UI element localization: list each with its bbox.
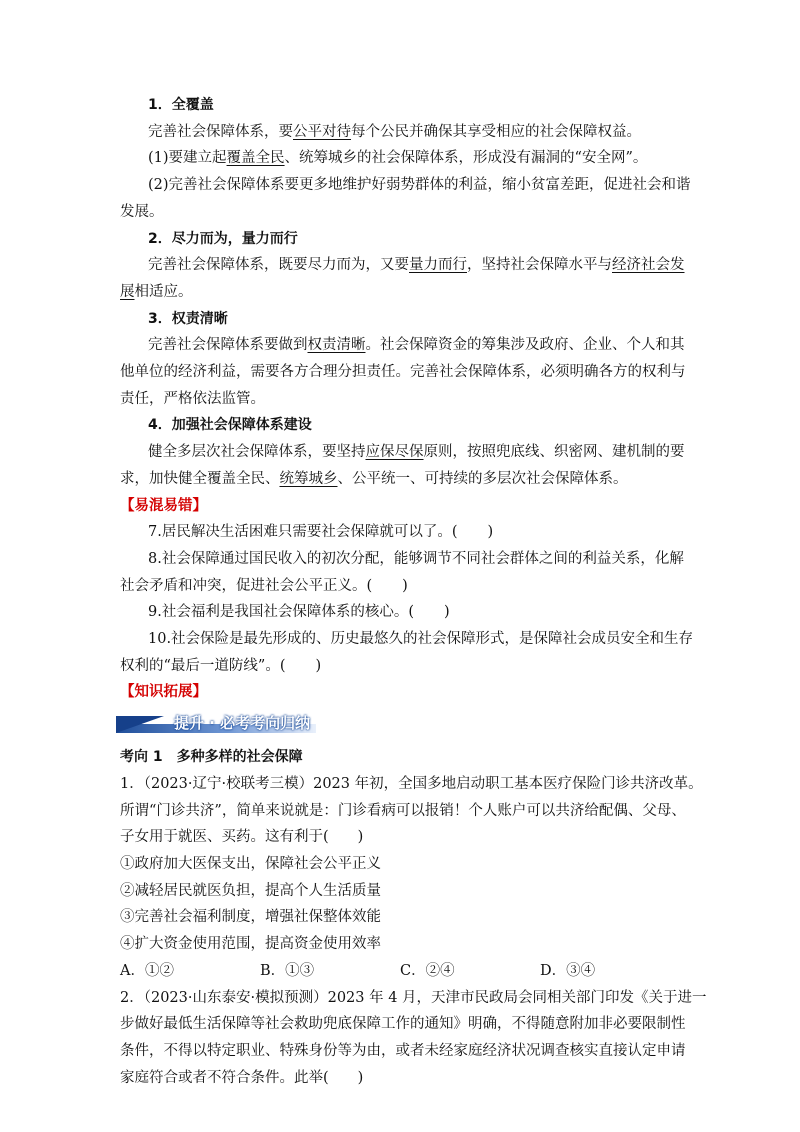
paragraph-continuation: 他单位的经济利益，需要各方合理分担责任。完善社会保障体系，必须明确各方的权利与 bbox=[120, 364, 686, 381]
question-1-stem: 子女用于就医、买药。这有利于( ) bbox=[120, 829, 364, 846]
paragraph: 完善社会保障体系，要公平对待每个公民并确保其享受相应的社会保障权益。 bbox=[148, 123, 641, 140]
section-heading-2: 2．尽力而为，量力而行 bbox=[148, 230, 298, 247]
question-2-stem: 步做好最低生活保障等社会救助兜底保障工作的通知》明确，不得随意附加非必要限制性 bbox=[120, 1016, 686, 1033]
direction-heading: 考向 1 多种多样的社会保障 bbox=[120, 749, 303, 766]
judgment-question-7: 7.居民解决生活困难只需要社会保障就可以了。( ) bbox=[148, 524, 494, 541]
key-term: 权责清晰 bbox=[307, 337, 366, 354]
statement-item: ①政府加大医保支出，保障社会公平正义 bbox=[120, 855, 381, 872]
banner-wedge bbox=[116, 716, 164, 733]
option-b: B．①③ bbox=[260, 962, 315, 979]
section-heading-3: 3．权责清晰 bbox=[148, 310, 228, 327]
paragraph: (1)要建立起覆盖全民、统筹城乡的社会保障体系，形成没有漏洞的“安全网”。 bbox=[148, 150, 648, 167]
paragraph-continuation: 求，加快健全覆盖全民、统筹城乡、公平统一、可持续的多层次社会保障体系。 bbox=[120, 470, 628, 487]
answer-options bbox=[120, 958, 690, 985]
question-1-stem: 1．（2023·辽宁·校联考三模）2023 年初，全国多地启动职工基本医疗保险门诊共济改革。 bbox=[120, 775, 703, 792]
key-term: 量力而行 bbox=[409, 257, 467, 274]
key-term: 公平对待 bbox=[293, 123, 351, 140]
option-a: A．①② bbox=[120, 962, 174, 979]
question-1-stem: 所谓“门诊共济”，简单来说就是：门诊看病可以报销！个人账户可以共济给配偶、父母、 bbox=[120, 802, 686, 819]
paragraph: 完善社会保障体系，既要尽力而为，又要量力而行，坚持社会保障水平与经济社会发 bbox=[148, 257, 685, 274]
question-2-stem: 2．（2023·山东泰安·模拟预测）2023 年 4 月，天津市民政局会同相关部门印发《关于进一 bbox=[120, 989, 707, 1006]
paragraph-continuation: 展相适应。 bbox=[120, 283, 193, 300]
banner-title: 提升 · 必考考向归纳 bbox=[174, 714, 311, 733]
confusion-heading: 【易混易错】 bbox=[120, 497, 207, 514]
paragraph: 健全多层次社会保障体系，要坚持应保尽保原则，按照兜底线、织密网、建机制的要 bbox=[148, 444, 685, 461]
question-2-stem: 家庭符合或者不符合条件。此举( ) bbox=[120, 1069, 364, 1086]
judgment-question-10: 10.社会保险是最先形成的、历史最悠久的社会保障形式，是保障社会成员安全和生存 bbox=[148, 631, 694, 648]
section-banner bbox=[116, 712, 316, 736]
paragraph: (2)完善社会保障体系要更多地维护好弱势群体的利益，缩小贫富差距，促进社会和谐 bbox=[148, 177, 691, 194]
section-heading-1: 1．全覆盖 bbox=[148, 97, 214, 113]
option-d: D．③④ bbox=[540, 962, 596, 979]
judgment-question-8: 8.社会保障通过国民收入的初次分配，能够调节不同社会群体之间的利益关系，化解 bbox=[148, 550, 684, 567]
judgment-question-9: 9.社会福利是我国社会保障体系的核心。( ) bbox=[148, 604, 450, 621]
question-2-stem: 条件，不得以特定职业、特殊身份等为由，或者未经家庭经济状况调查核实直接认定申请 bbox=[120, 1042, 686, 1059]
paragraph-continuation: 发展。 bbox=[120, 203, 164, 220]
expansion-heading: 【知识拓展】 bbox=[120, 684, 207, 701]
section-heading-4: 4．加强社会保障体系建设 bbox=[148, 417, 312, 434]
key-term: 展 bbox=[120, 283, 135, 300]
statement-item: ④扩大资金使用范围，提高资金使用效率 bbox=[120, 936, 381, 953]
judgment-question-10-cont: 权利的“最后一道防线”。( ) bbox=[120, 657, 322, 674]
document-page bbox=[120, 92, 707, 1091]
key-term: 经济社会发 bbox=[612, 257, 685, 274]
judgment-question-8-cont: 社会矛盾和冲突，促进社会公平正义。( ) bbox=[120, 577, 408, 594]
statement-item: ③完善社会福利制度，增强社保整体效能 bbox=[120, 909, 381, 926]
paragraph: 完善社会保障体系要做到权责清晰。社会保障资金的筹集涉及政府、企业、个人和其 bbox=[148, 337, 685, 354]
key-term: 统筹城乡 bbox=[279, 470, 338, 487]
key-term: 应保尽保 bbox=[365, 444, 424, 461]
paragraph-continuation: 责任，严格依法监管。 bbox=[120, 390, 265, 407]
key-term: 覆盖全民 bbox=[226, 150, 285, 167]
statement-item: ②减轻居民就医负担，提高个人生活质量 bbox=[120, 882, 381, 899]
option-c: C．②④ bbox=[400, 962, 455, 979]
